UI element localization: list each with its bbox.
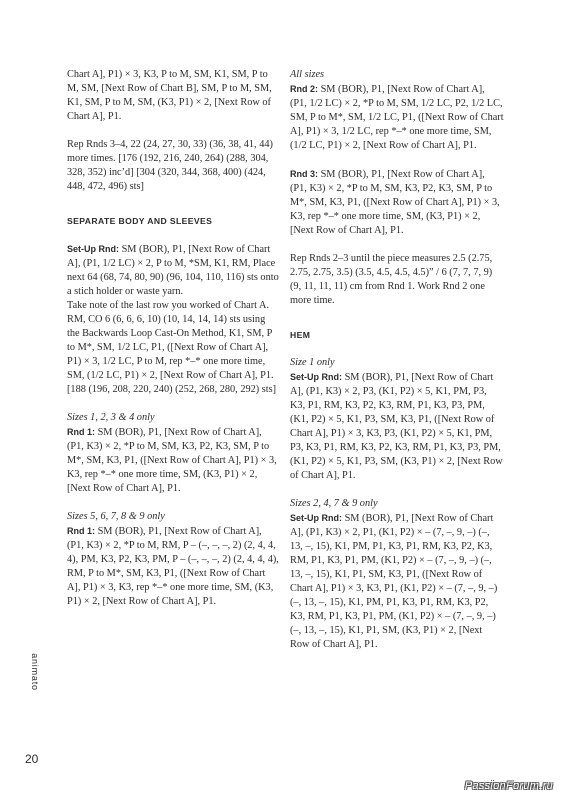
label-hem-setup-2: Set-Up Rnd:	[290, 513, 342, 523]
paragraph-setup-rnd	[67, 242, 279, 299]
paragraph-rnd1-a	[67, 425, 279, 496]
paragraph-take-note: Take note of the last row you worked of Chart A.	[67, 300, 270, 311]
heading-size-1: Size 1 only	[290, 357, 335, 368]
paragraph-hem-sizes-2479	[290, 511, 504, 652]
right-column	[290, 68, 504, 666]
hem-sizes-2479-text: SM (BOR), P1, [Next Row of Chart A], (P1, K3) × 2, P1, (K1, P2) × – (7, –, 9, –) (–, 13, –, 15), K1, PM, P1, K3, P1, RM, K3, P2, K3, RM, P1, K3, P1, PM, (K1, P2) × – (7, –, 9, –) (–, 13, –, 15), K1, P1, SM, K3, P1, ([Next Row of Chart A], P1) × 3, K3, P1, (K1, P2) × – (7, –, 9, –) (–, 13, –, 15), K1, PM, P1, K3, P1, RM, K3, P2, K3, RM, P1, K3, P1, PM, (K1, P2) × – (7, –, 9, –) (–, 13, –, 15), K1, P1, SM, (K3, P1) × 2, [Next Row of Chart A], P1.	[290, 513, 498, 650]
heading-sizes-5-9: Sizes 5, 6, 7, 8 & 9 only	[67, 511, 165, 522]
section-title-hem: HEM	[290, 330, 311, 340]
heading-all-sizes: All sizes	[290, 69, 325, 80]
label-hem-setup-1: Set-Up Rnd:	[290, 372, 342, 382]
label-rnd1-a: Rnd 1:	[67, 427, 95, 437]
paragraph-rep-rnds-2-3: Rep Rnds 2–3 until the piece measures 2.5 (2.75, 2.75, 2.75, 3.5) (3.5, 4.5, 4.5, 4.5)” / 6 (7, 7, 7, 9) (9, 11, 11, 11) cm from Rnd 1. Work Rnd 2 one more time.	[290, 253, 493, 306]
vertical-book-title: animato	[30, 653, 40, 691]
paragraph-rnd2	[290, 82, 504, 153]
rnd1-b-text: SM (BOR), P1, [Next Row of Chart A], (P1, K3) × 2, *P to M, RM, P – (–, –, –, 2) (2, 4, 4, 4), PM, K3, P2, K3, PM, P – (–, –, –, 2) (2, 4, 4, 4), RM, P to M*, SM, K3, P1, ([Next Row of Chart A], P1) × 3, K3, rep *–* one more time, SM, (K3, P1) × 2, [Next Row of Chart A], P1.	[67, 526, 279, 607]
left-column	[67, 68, 279, 623]
paragraph-chart-continuation: Chart A], P1) × 3, K3, P to M, SM, K1, SM, P to M, SM, [Next Row of Chart B], SM, P to M, SM, K1, SM, P to M, SM, (K3, P1) × 2, [Next Row of Chart A], P1.	[67, 69, 272, 122]
paragraph-rnd3	[290, 167, 504, 238]
paragraph-hem-size1	[290, 370, 504, 483]
heading-sizes-2-4-7-9: Sizes 2, 4, 7 & 9 only	[290, 498, 378, 509]
rnd1-a-text: SM (BOR), P1, [Next Row of Chart A], (P1, K3) × 2, *P to M, SM, K3, P2, K3, SM, P to M*, SM, K3, P1, ([Next Row of Chart A], P1) × 3, K3, rep *–* one more time, SM, (K3, P1) × 2, [Next Row of Chart A], P1.	[67, 427, 277, 494]
label-setup-rnd: Set-Up Rnd:	[67, 244, 119, 254]
label-rnd2: Rnd 2:	[290, 84, 318, 94]
hem-size1-text: SM (BOR), P1, [Next Row of Chart A], (P1, K3) × 2, P3, (K1, P2) × 5, K1, PM, P3, K3, P1, RM, K3, P2, K3, RM, P1, K3, P3, PM, (K1, P2) × 5, K1, P3, SM, K3, P1, ([Next Row of Chart A], P1) × 3, K3, P3, (K1, P2) × 5, K1, PM, P3, K3, P1, RM, K3, P2, K3, RM, P1, K3, P3, PM, (K1, P2) × 5, K1, P3, SM, (K3, P1) × 2, [Next Row of Chart A], P1.	[290, 372, 503, 481]
heading-sizes-1-4: Sizes 1, 2, 3 & 4 only	[67, 412, 155, 423]
paragraph-rm-co: RM, CO 6 (6, 6, 6, 10) (10, 14, 14, 14) sts using the Backwards Loop Cast-On Method, K1, SM, P to M*, SM, 1/2 LC, P1, ([Next Row of Chart A], P1) × 3, 1/2 LC, P to M, rep *–* one more time, SM, (1/2 LC, P1) × 2, [Next Row of Chart A], P1. [188 (196, 208, 220, 240) (252, 268, 280, 292) sts]	[67, 314, 277, 395]
label-rnd1-b: Rnd 1:	[67, 526, 95, 536]
rnd2-text: SM (BOR), P1, [Next Row of Chart A], (P1, 1/2 LC) × 2, *P to M, SM, 1/2 LC, P2, 1/2 LC, SM, P to M*, SM, 1/2 LC, P1, ([Next Row of Chart A], P1) × 3, 1/2 LC, rep *–* one more time, SM, (1/2 LC, P1) × 2, [Next Row of Chart A], P1.	[290, 84, 504, 151]
setup-rnd-text: SM (BOR), P1, [Next Row of Chart A], (P1, 1/2 LC) × 2, P to M, *SM, K1, RM, Place next 64 (68, 74, 80, 90) (96, 104, 110, 116) sts onto a stich holder or waste yarn.	[67, 244, 279, 297]
paragraph-rnd1-b	[67, 524, 279, 609]
paragraph-rep-rnds: Rep Rnds 3–4, 22 (24, 27, 30, 33) (36, 38, 41, 44) more times. [176 (192, 216, 240, 264) (288, 304, 328, 352) inc’d] [304 (320, 344, 368, 400) (424, 448, 472, 496) sts]	[67, 139, 273, 192]
page-number: 20	[25, 752, 39, 766]
section-title-separate-body: SEPARATE BODY AND SLEEVES	[67, 216, 213, 226]
rnd3-text: SM (BOR), P1, [Next Row of Chart A], (P1, K3) × 2, *P to M, SM, K3, P2, K3, SM, P to M*, SM, K3, P1, ([Next Row of Chart A], P1) × 3, K3, rep *–* one more time, SM, (K3, P1) × 2, [Next Row of Chart A], P1.	[290, 169, 500, 236]
watermark: PassionForum.ru	[464, 780, 553, 792]
label-rnd3: Rnd 3:	[290, 169, 318, 179]
